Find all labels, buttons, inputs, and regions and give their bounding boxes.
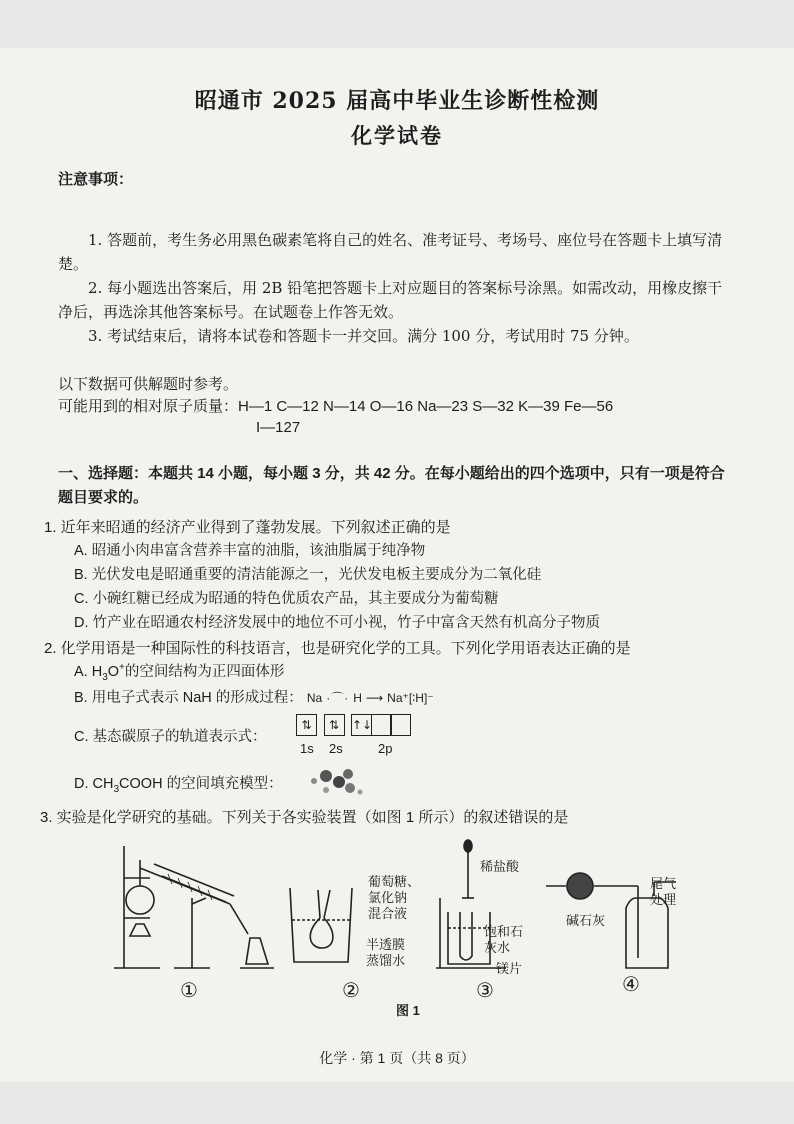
label-exhaust-treatment: 尾气 处理 (650, 876, 677, 907)
question-2-stem: 2. 化学用语是一种国际性的科技语言，也是研究化学的工具。下列化学用语表达正确的是 (44, 640, 631, 657)
formula-ch: D. CH (74, 776, 114, 792)
exam-subtitle: 化学试卷 (351, 123, 443, 148)
notice-item-2: 2. 每小题选出答案后，用 2B 铅笔把答题卡上对应题目的答案标号涂黑。如需改动，用橡皮擦干净后，再选涂其他答案标号。在试题卷上作答无效。 (58, 279, 723, 321)
question-1-option-d: D. 竹产业在昭通农村经济发展中的地位不可小视，竹子中富含天然有机高分子物质 (74, 615, 601, 631)
question-2-option-b (74, 686, 434, 707)
label-mixture: 葡萄糖、 氯化钠 混合液 (368, 874, 421, 921)
figure-caption: 图 1 (396, 1003, 420, 1018)
page-footer: 化学 · 第 1 页（共 8 页） (319, 1050, 475, 1066)
option-a-text: 的空间结构为正四面体形 (124, 664, 285, 680)
label-mg-strip: 镁片 (496, 961, 523, 976)
label-membrane: 半透膜 (366, 937, 406, 952)
question-1-option-b: B. 光伏发电是昭通重要的清洁能源之一，光伏发电板主要成分为二氧化硅 (74, 567, 542, 583)
notice-item-3: 3. 考试结束后，请将本试卷和答题卡一并交回。满分 100 分，考试用时 75 分钟。 (88, 327, 639, 345)
question-1-option-a: A. 昭通小肉串富含营养丰富的油脂，该油脂属于纯净物 (74, 543, 426, 559)
orbital-2p-1: ↑↓ (351, 714, 372, 736)
atomic-masses-line1: 可能用到的相对原子质量：H—1 C—12 N—14 O—16 Na—23 S—32 K—39 Fe—56 (58, 398, 614, 415)
formula-o: O (107, 664, 120, 680)
orbital-2s: ⇅ (324, 714, 345, 736)
question-1-option-c: C. 小碗红糖已经成为昭通的特色优质农产品，其主要成分为葡萄糖 (74, 591, 499, 607)
question-3-stem: 3. 实验是化学研究的基础。下列关于各实验装置（如图 1 所示）的叙述错误的是 (40, 809, 569, 826)
apparatus-number-4: ④ (622, 972, 640, 996)
apparatus-number-2: ② (342, 978, 360, 1002)
reference-intro: 以下数据可供解题时参考。 (58, 376, 239, 393)
electron-transfer-arrow: ·⌒· (326, 691, 350, 705)
notice-item-1: 1. 答题前，考生务必用黑色碳素笔将自己的姓名、准考证号、考场号、座位号在答题卡上填写清楚。 (58, 231, 723, 273)
label-soda-lime: 碱石灰 (566, 913, 606, 928)
label-2s: 2s (329, 741, 343, 756)
space-filling-model-icon (306, 766, 366, 796)
subscript-3: 3 (102, 671, 108, 683)
label-limewater: 饱和石 灰水 (484, 924, 524, 955)
product-nah: Na⁺[∶H]⁻ (387, 691, 434, 705)
reaction-arrow-icon: ⟶ (365, 691, 384, 705)
atomic-masses-line2: I—127 (256, 419, 301, 436)
section-heading: 一、选择题：本题共 14 小题，每小题 3 分，共 42 分。在每小题给出的四个选项中，只有一项是符合题目要求的。 (58, 465, 725, 506)
question-2-option-a (74, 660, 284, 683)
label-2p: 2p (378, 741, 393, 756)
orbital-1s: ⇅ (296, 714, 317, 736)
option-d-text: COOH 的空间填充模型： (119, 776, 283, 792)
superscript-plus: + (119, 662, 125, 674)
question-2-option-c: C. 基态碳原子的轨道表示式： (74, 729, 267, 745)
distillation-apparatus (110, 838, 280, 978)
orbital-2p-2 (371, 714, 392, 736)
question-1-stem: 1. 近年来昭通的经济产业得到了蓬勃发展。下列叙述正确的是 (44, 519, 451, 536)
apparatus-number-3: ③ (476, 978, 494, 1002)
exam-title: 昭通市 2025 届高中毕业生诊断性检测 (194, 88, 600, 114)
dialysis-apparatus (286, 878, 356, 968)
question-2-option-d (74, 772, 283, 795)
subscript-3: 3 (113, 783, 120, 795)
label-dilute-hcl: 稀盐酸 (480, 859, 520, 874)
notice-heading: 注意事项： (58, 170, 134, 188)
orbital-2p-3 (390, 714, 411, 736)
orbital-diagram (296, 714, 410, 736)
apparatus-number-1: ① (180, 978, 198, 1002)
option-b-text: B. 用电子式表示 NaH 的形成过程： (74, 690, 303, 706)
label-1s: 1s (300, 741, 314, 756)
formula-h: A. H (74, 664, 103, 680)
label-distilled-water: 蒸馏水 (366, 953, 406, 968)
reactant-na: Na (306, 691, 323, 705)
reactant-h: H (353, 691, 362, 705)
